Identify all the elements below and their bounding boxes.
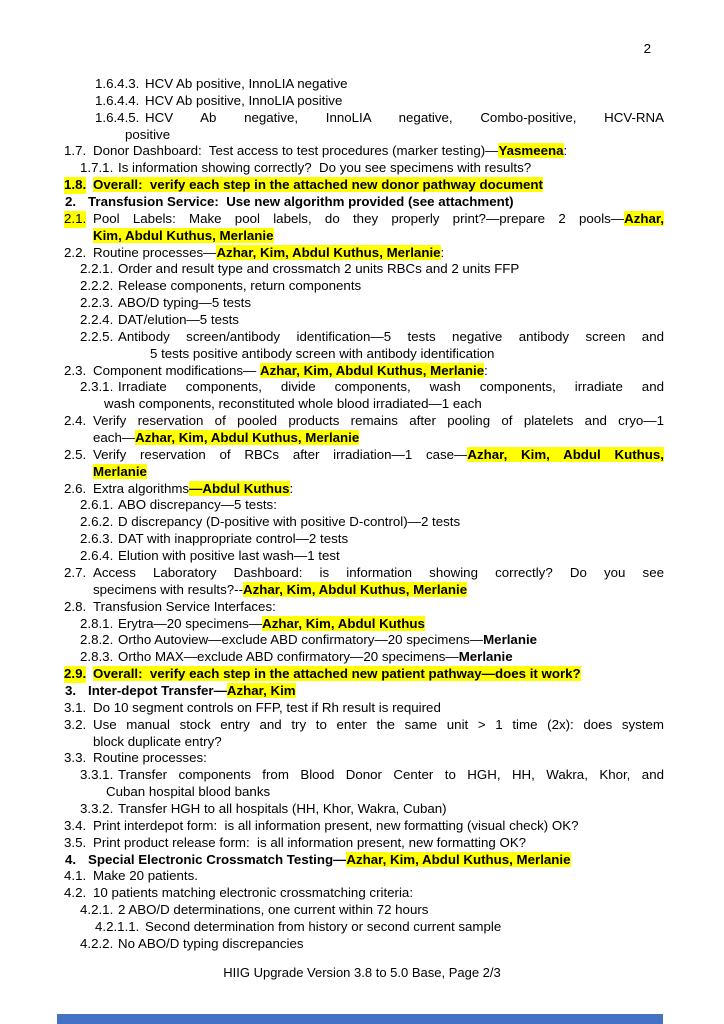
list-number: 1.8. <box>64 177 87 193</box>
doc-line-2-6-1 <box>0 497 724 514</box>
line-text <box>145 93 724 110</box>
line-text <box>118 936 724 953</box>
text-segment: HCV Ab positive, InnoLIA negative <box>145 76 348 91</box>
line-text <box>118 902 724 919</box>
list-number: 2.2.2. <box>80 278 114 294</box>
line-text <box>118 514 724 531</box>
doc-line-2-8-1 <box>0 616 724 633</box>
line-text <box>93 430 724 447</box>
doc-line-2-3 <box>0 363 724 380</box>
doc-line-cont <box>0 228 724 245</box>
list-number: 2.8.1. <box>80 615 114 631</box>
line-text <box>118 379 664 396</box>
highlighted-text: Azhar, Kim, Abdul Kuthus, Merlanie <box>243 581 468 597</box>
text-segment: Merlanie <box>458 649 513 665</box>
doc-line-1-7 <box>0 143 724 160</box>
doc-line-4-2-1 <box>0 902 724 919</box>
line-text <box>88 852 724 869</box>
doc-line-3-4 <box>0 818 724 835</box>
line-text <box>145 110 664 127</box>
line-text <box>118 548 724 565</box>
text-segment: Do 10 segment controls on FFP, test if Rh result is required <box>93 699 441 715</box>
line-text <box>93 750 724 767</box>
doc-line-3-3 <box>0 750 724 767</box>
list-number: 2.8.3. <box>80 649 114 665</box>
list-number: 2.4. <box>64 413 87 429</box>
doc-line-4-2-1-1 <box>0 919 724 936</box>
text-segment: : <box>289 480 294 496</box>
doc-line-2-3-1 <box>0 379 724 396</box>
list-number: 2.2. <box>64 244 87 260</box>
text-segment: Print product release form: is all information present, new formatting OK? <box>93 834 527 850</box>
line-text <box>93 885 724 902</box>
doc-line-2-2-5 <box>0 329 724 346</box>
doc-line-3 <box>0 683 724 700</box>
text-segment: HCV Ab positive, InnoLIA positive <box>145 92 343 108</box>
line-text <box>93 363 724 380</box>
text-segment: block duplicate entry? <box>93 733 222 749</box>
list-number: 1.6.4.4. <box>95 92 140 108</box>
line-text <box>93 868 724 885</box>
doc-line-2-1 <box>0 211 724 228</box>
text-segment: : <box>484 362 488 378</box>
doc-line-3-3-2 <box>0 801 724 818</box>
doc-line-cont <box>0 734 724 751</box>
list-number: 3.2. <box>64 716 87 732</box>
list-number: 3. <box>65 682 77 698</box>
text-segment: Second determination from history or second current sample <box>145 918 502 934</box>
doc-line-2-2-2 <box>0 278 724 295</box>
text-segment: positive <box>125 126 171 142</box>
list-number: 1.6.4.5. <box>95 109 140 125</box>
list-number: 1.7. <box>64 143 87 159</box>
line-text <box>93 666 724 683</box>
highlighted-text: Azhar, Kim, Abdul Kuthus <box>262 615 425 631</box>
text-segment: Routine processes: <box>93 750 207 766</box>
line-text <box>93 599 724 616</box>
doc-line-3-3-1 <box>0 767 724 784</box>
highlighted-text: Azhar, Kim, Abdul Kuthus, <box>467 446 664 462</box>
doc-line-3-2 <box>0 717 724 734</box>
doc-line-3-1 <box>0 700 724 717</box>
text-segment: ABO discrepancy—5 tests: <box>118 497 277 513</box>
list-number: 2.2.1. <box>80 261 114 277</box>
line-text <box>104 396 724 413</box>
list-number: 2.5. <box>64 446 87 462</box>
line-text <box>93 565 664 582</box>
line-text <box>118 329 664 346</box>
list-number: 3.3. <box>64 750 87 766</box>
line-text <box>118 531 724 548</box>
text-segment: Antibody screen/antibody identification—5 tests negative antibody screen and <box>118 328 664 344</box>
doc-line-cont <box>0 430 724 447</box>
doc-line-1-6-4-5 <box>0 110 724 127</box>
line-text <box>93 143 724 160</box>
list-number: 4. <box>65 851 77 867</box>
line-text <box>93 717 664 734</box>
line-text <box>118 278 724 295</box>
bottom-blue-bar <box>57 1014 663 1024</box>
text-segment: Merlanie <box>483 632 538 648</box>
list-number: 4.1. <box>64 868 87 884</box>
doc-line-cont <box>0 346 724 363</box>
text-segment: Ortho MAX—exclude ABD confirmatory—20 specimens— <box>118 649 459 665</box>
line-text <box>145 919 724 936</box>
highlighted-text: Overall: verify each step in the attached new donor pathway document <box>93 177 543 193</box>
text-segment: Is information showing correctly? Do you see specimens with results? <box>118 160 532 176</box>
text-segment: Transfer HGH to all hospitals (HH, Khor, Wakra, Cuban) <box>118 800 447 816</box>
text-segment: specimens with results?-- <box>93 581 244 597</box>
line-text <box>93 582 724 599</box>
text-segment: DAT/elution—5 tests <box>118 312 239 328</box>
list-number: 1.7.1. <box>80 160 114 176</box>
text-segment: Print interdepot form: is all information present, new formatting (visual check) OK? <box>93 817 579 833</box>
text-segment: 5 tests positive antibody screen with antibody identification <box>150 345 495 361</box>
doc-line-1-7-1 <box>0 160 724 177</box>
doc-line-3-5 <box>0 835 724 852</box>
line-text <box>118 497 724 514</box>
text-segment: Donor Dashboard: Test access to test procedures (marker testing)— <box>93 143 499 159</box>
highlighted-text: Azhar, Kim, Abdul Kuthus, Merlanie <box>260 362 485 378</box>
line-text <box>93 177 724 194</box>
doc-line-2-9 <box>0 666 724 683</box>
highlighted-text: Merlanie <box>93 463 147 479</box>
line-text <box>118 801 724 818</box>
text-segment: Extra algorithms <box>93 480 190 496</box>
line-text <box>118 649 724 666</box>
text-segment: HCV Ab negative, InnoLIA negative, Combo-positive, HCV-RNA <box>145 109 664 125</box>
highlighted-text: Kim, Abdul Kuthus, Merlanie <box>93 227 274 243</box>
doc-line-2 <box>0 194 724 211</box>
doc-line-2-8-2 <box>0 632 724 649</box>
list-number: 2.6.4. <box>80 548 114 564</box>
text-segment: 2 ABO/D determinations, one current within 72 hours <box>118 902 429 918</box>
line-text <box>150 346 724 363</box>
text-segment: Elution with positive last wash—1 test <box>118 548 340 564</box>
highlighted-text: Overall: verify each step in the attached new patient pathway—does it work? <box>93 666 581 682</box>
text-segment: Access Laboratory Dashboard: is information showing correctly? Do you see <box>93 564 664 580</box>
line-text <box>93 245 724 262</box>
list-number: 2.2.3. <box>80 295 114 311</box>
doc-line-cont <box>0 127 724 144</box>
line-text <box>93 481 724 498</box>
text-segment: Transfusion Service Interfaces: <box>93 598 276 614</box>
list-number: 3.5. <box>64 834 87 850</box>
text-segment: Use manual stock entry and try to enter the same unit > 1 time (2x): does system <box>93 716 664 732</box>
line-text <box>118 312 724 329</box>
text-segment: DAT with inappropriate control—2 tests <box>118 531 349 547</box>
doc-line-4-2 <box>0 885 724 902</box>
line-text <box>118 160 724 177</box>
line-text <box>93 734 724 751</box>
doc-line-4 <box>0 852 724 869</box>
line-text <box>93 835 724 852</box>
list-number: 4.2.2. <box>80 935 114 951</box>
line-text <box>145 76 724 93</box>
doc-line-2-7 <box>0 565 724 582</box>
text-segment: : <box>563 143 568 159</box>
list-number: 2.2.5. <box>80 328 114 344</box>
doc-line-2-6 <box>0 481 724 498</box>
doc-line-2-2-1 <box>0 261 724 278</box>
list-number: 3.3.2. <box>80 800 114 816</box>
list-number: 2. <box>65 194 77 210</box>
doc-line-2-4 <box>0 413 724 430</box>
line-text <box>93 413 664 430</box>
highlighted-text: Azhar, <box>624 210 664 226</box>
page-number: 2 <box>643 41 651 56</box>
text-segment: D discrepancy (D-positive with positive D-control)—2 tests <box>118 514 461 530</box>
text-segment: ABO/D typing—5 tests <box>118 295 252 311</box>
line-text <box>93 447 664 464</box>
list-number: 4.2.1. <box>80 902 114 918</box>
doc-line-2-2-4 <box>0 312 724 329</box>
highlighted-text: Azhar, Kim <box>226 682 296 698</box>
text-segment: Transfer components from Blood Donor Center to HGH, HH, Wakra, Khor, and <box>118 767 664 783</box>
text-segment: Release components, return components <box>118 278 362 294</box>
text-segment: No ABO/D typing discrepancies <box>118 935 304 951</box>
text-segment: each— <box>93 430 136 446</box>
list-number: 3.3.1. <box>80 767 114 783</box>
doc-line-cont <box>0 582 724 599</box>
doc-line-cont <box>0 464 724 481</box>
list-number: 2.6.2. <box>80 514 114 530</box>
list-number: 2.9. <box>64 666 87 682</box>
doc-line-4-2-2 <box>0 936 724 953</box>
text-segment: Irradiate components, divide components, wash components, irradiate and <box>118 379 664 395</box>
highlighted-text: Azhar, Kim, Abdul Kuthus, Merlanie <box>346 851 571 867</box>
list-number: 2.2.4. <box>80 312 114 328</box>
line-text <box>93 700 724 717</box>
doc-line-2-2 <box>0 245 724 262</box>
doc-line-2-6-3 <box>0 531 724 548</box>
list-number: 2.7. <box>64 564 87 580</box>
text-segment: Verify reservation of RBCs after irradiation—1 case— <box>93 446 468 462</box>
list-number: 2.6. <box>64 480 87 496</box>
doc-line-4-1 <box>0 868 724 885</box>
highlighted-text: Yasmeena <box>498 143 564 159</box>
page-footer: HIIG Upgrade Version 3.8 to 5.0 Base, Page 2/3 <box>223 965 501 980</box>
list-number: 3.1. <box>64 699 87 715</box>
list-number: 2.3.1. <box>80 379 114 395</box>
text-segment: : <box>440 244 445 260</box>
doc-line-2-5 <box>0 447 724 464</box>
highlighted-text: —Abdul Kuthus <box>189 480 290 496</box>
doc-line-2-6-4 <box>0 548 724 565</box>
text-segment: Order and result type and crossmatch 2 units RBCs and 2 units FFP <box>118 261 520 277</box>
text-segment: Erytra—20 specimens— <box>118 615 263 631</box>
list-number: 2.1. <box>64 210 87 226</box>
highlighted-text: Azhar, Kim, Abdul Kuthus, Merlanie <box>216 244 441 260</box>
line-text <box>93 464 724 481</box>
text-segment: Component modifications— <box>93 362 261 378</box>
list-number: 1.6.4.3. <box>95 76 140 91</box>
doc-line-1-8 <box>0 177 724 194</box>
line-text <box>106 784 724 801</box>
line-text <box>118 632 724 649</box>
text-segment: Make 20 patients. <box>93 868 198 884</box>
list-number: 3.4. <box>64 817 87 833</box>
text-segment: wash components, reconstituted whole blood irradiated—1 each <box>104 396 482 412</box>
line-text <box>118 261 724 278</box>
text-segment: Routine processes— <box>93 244 217 260</box>
text-segment: Transfusion Service: Use new algorithm provided (see attachment) <box>88 194 514 210</box>
line-text <box>93 818 724 835</box>
line-text <box>88 683 724 700</box>
line-text <box>93 228 724 245</box>
doc-line-1-6-4-3 <box>0 76 724 93</box>
line-text <box>93 211 664 228</box>
doc-line-2-8 <box>0 599 724 616</box>
list-number: 2.6.1. <box>80 497 114 513</box>
doc-line-2-2-3 <box>0 295 724 312</box>
text-segment: Special Electronic Crossmatch Testing— <box>88 851 347 867</box>
line-text <box>125 127 724 144</box>
text-segment: 10 patients matching electronic crossmatching criteria: <box>93 885 414 901</box>
list-number: 2.6.3. <box>80 531 114 547</box>
highlighted-text: Azhar, Kim, Abdul Kuthus, Merlanie <box>135 430 360 446</box>
doc-line-cont <box>0 784 724 801</box>
doc-line-2-6-2 <box>0 514 724 531</box>
line-text <box>88 194 724 211</box>
line-text <box>118 616 724 633</box>
doc-line-2-8-3 <box>0 649 724 666</box>
text-segment: Cuban hospital blood banks <box>106 784 271 800</box>
list-number: 4.2.1.1. <box>95 918 140 934</box>
text-segment: Verify reservation of pooled products remains after pooling of platelets and cryo—1 <box>93 413 664 429</box>
document-body <box>0 76 724 953</box>
list-number: 2.8.2. <box>80 632 114 648</box>
text-segment: Inter-depot Transfer— <box>88 682 227 698</box>
list-number: 2.8. <box>64 598 87 614</box>
list-number: 4.2. <box>64 885 87 901</box>
doc-line-1-6-4-4 <box>0 93 724 110</box>
line-text <box>118 295 724 312</box>
line-text <box>118 767 664 784</box>
text-segment: Ortho Autoview—exclude ABD confirmatory—20 specimens— <box>118 632 484 648</box>
doc-line-cont <box>0 396 724 413</box>
list-number: 2.3. <box>64 362 87 378</box>
text-segment: Pool Labels: Make pool labels, do they properly print?—prepare 2 pools— <box>93 210 625 226</box>
